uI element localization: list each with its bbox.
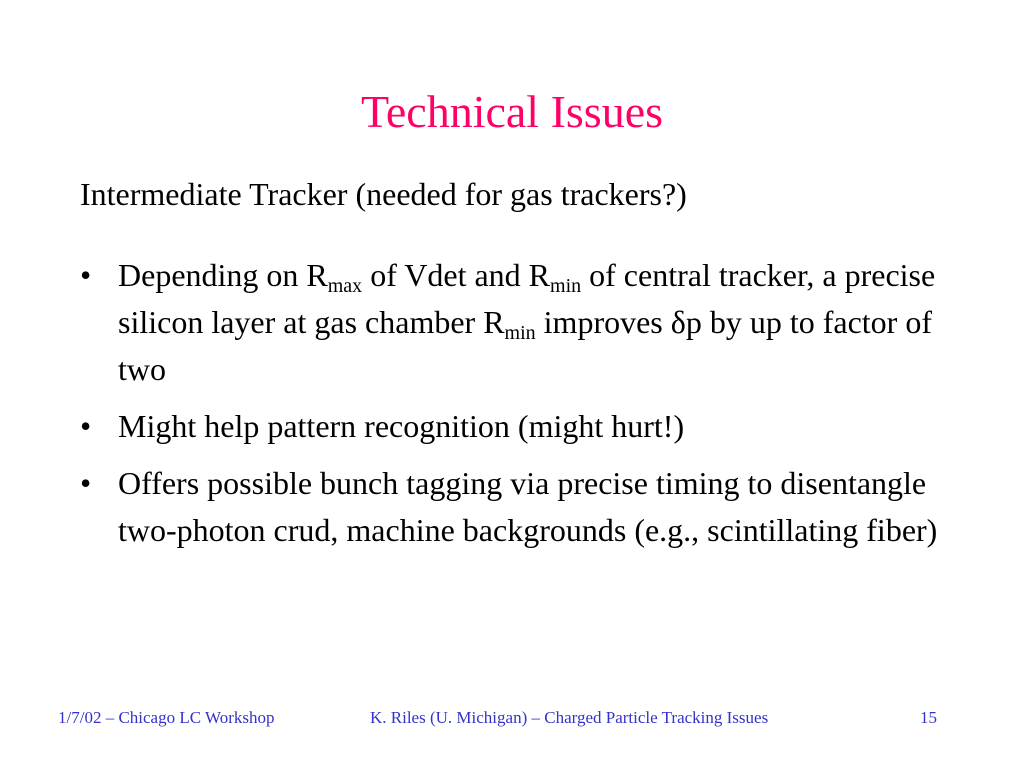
slide-subtitle: Intermediate Tracker (needed for gas trackers?) xyxy=(80,176,687,212)
footer-author-title: K. Riles (U. Michigan) – Charged Particle Tracking Issues xyxy=(370,708,769,727)
bullet-text-part: improves δp by up to factor of two xyxy=(118,304,932,387)
bullet-item-bunch-tagging xyxy=(80,460,940,554)
footer-page-number: 15 xyxy=(920,708,937,727)
bullet-text: Offers possible bunch tagging via precise timing to disentangle two-photon crud, machine backgrounds (e.g., scintillating fiber) xyxy=(118,465,938,548)
slide-title: Technical Issues xyxy=(360,86,664,137)
bullet-list xyxy=(80,252,940,564)
bullet-marker: • xyxy=(80,257,92,293)
bullet-text: Might help pattern recognition (might hurt!) xyxy=(118,408,685,444)
bullet-text xyxy=(118,257,935,387)
bullet-item-rmax xyxy=(80,252,940,393)
bullet-marker: • xyxy=(80,408,92,444)
bullet-text-part: of Vdet and R xyxy=(362,257,551,293)
subscript-max: max xyxy=(327,275,363,297)
bullet-marker: • xyxy=(80,465,92,501)
bullet-text-part: of central tracker, a precise silicon layer at gas chamber R xyxy=(118,257,936,340)
subscript-min: min xyxy=(550,275,582,297)
subscript-min: min xyxy=(504,322,536,344)
bullet-item-pattern-recognition xyxy=(80,403,940,450)
bullet-text-part: Depending on R xyxy=(118,257,328,293)
footer-date-event: 1/7/02 – Chicago LC Workshop xyxy=(58,708,275,727)
